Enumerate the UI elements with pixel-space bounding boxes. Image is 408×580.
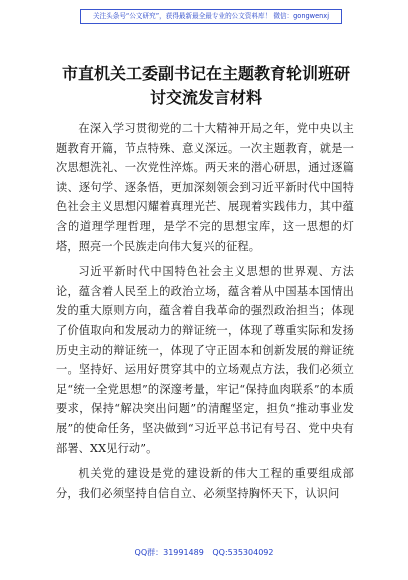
title-line-1: 市直机关工委副书记在主题教育轮训班研 (61, 64, 350, 83)
header-banner: 关注头条号“公文研究”，获得最新最全最专业的公文资料库！ 微信：gongwenxj (80, 9, 342, 24)
document-body (56, 119, 354, 509)
title-line-2: 讨交流发言材料 (149, 88, 262, 107)
footer-contact (0, 547, 408, 558)
footer-qq-group: QQ群：31991489 (134, 548, 204, 557)
footer-qq: QQ:535304092 (212, 548, 274, 557)
paragraph: 在深入学习贯彻党的二十大精神开局之年，党中央以主题教育开篇，节点特殊、意义深远。一次主题教育，就是一次思想洗礼、一次党性淬炼。两天来的潜心研思，通过逐篇读、逐句学、逐条悟，更加深刻领会到习近平新时代中国特色社会主义思想闪耀着真理光芒、展现着实践伟力，其中蕴含的道理学理哲理，是学不完的思想宝库，这一思想的灯塔，照亮一个民族走向伟大复兴的征程。 (56, 122, 354, 253)
paragraph: 机关党的建设是党的建设新的伟大工程的重要组成部分，我们必须坚持自信自立、必须坚持胸怀天下，认识问 (56, 467, 354, 500)
paragraph: 习近平新时代中国特色社会主义思想的世界观、方法论，蕴含着人民至上的政治立场，蕴含着从中国基本国情出发的重大原则方向，蕴含着自我革命的强烈政治担当；体现了价值取向和发展动力的辩证统一，体现了尊重实际和发扬历史主动的辩证统一，体现了守正固本和创新发展的辩证统一。坚持好、运用好贯穿其中的立场观点方法，我们必须立足“统一全党思想”的深邃考量，牢记“保持血肉联系”的本质要求，保持“解决突出问题”的清醒坚定，担负“推动事业发展”的使命任务，坚决做到“习近平总书记有号召、党中央有部署、XX见行动”。 (56, 265, 354, 455)
document-title (56, 62, 356, 110)
